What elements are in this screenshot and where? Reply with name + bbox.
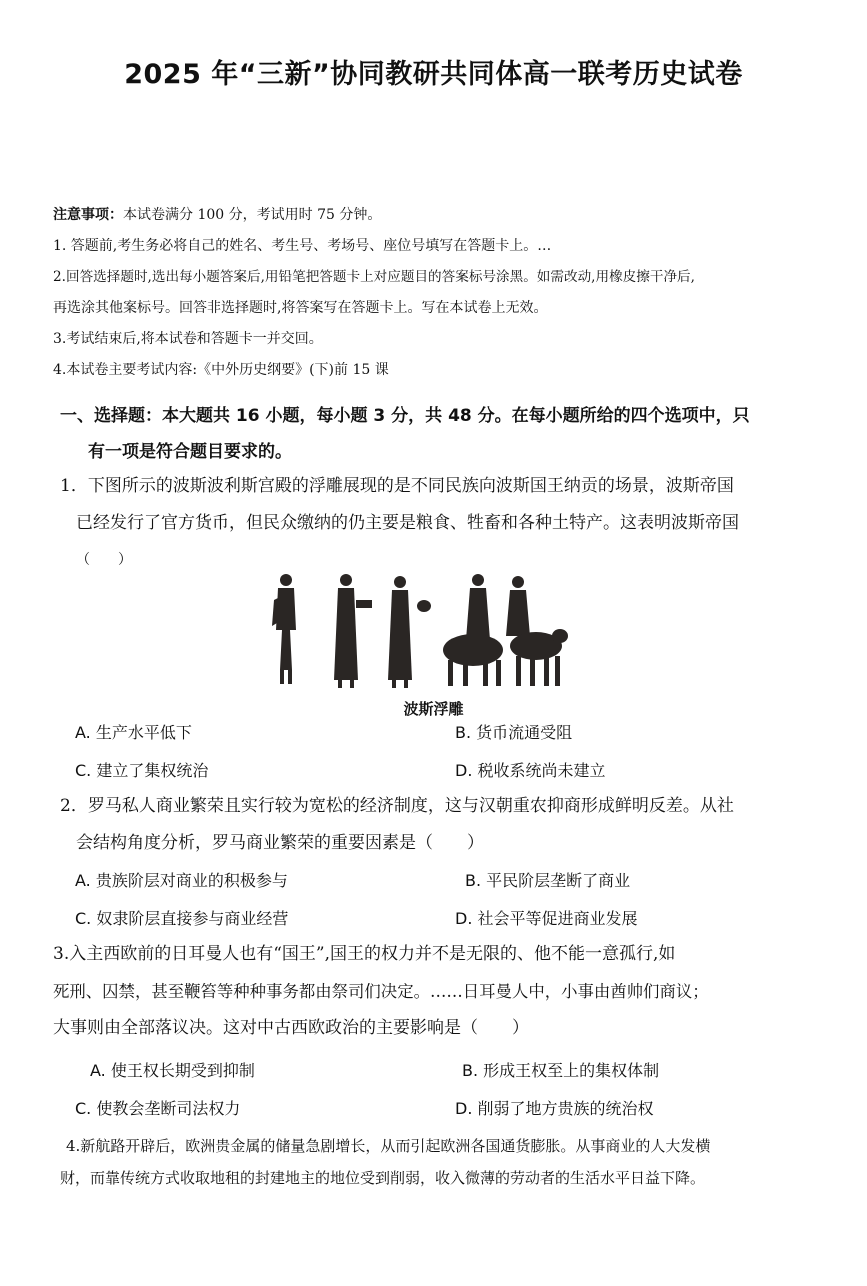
question-2-option-b[interactable]: B. 平民阶层垄断了商业 (465, 871, 631, 890)
notes-item-2-line-1: 2.回答选择题时,选出每小题答案后,用铅笔把答题卡上对应题目的答案标号涂黑。如需改动,用橡皮擦干净后, (53, 269, 695, 285)
question-3-line-2: 死刑、囚禁，甚至鞭笞等种种事务都由祭司们决定。……日耳曼人中，小事由酋帅们商议； (53, 982, 709, 1001)
question-1 (60, 468, 830, 579)
persian-relief-image (268, 570, 568, 690)
question-3-option-b[interactable]: B. 形成王权至上的集权体制 (462, 1061, 660, 1080)
notes-label: 注意事项： (53, 207, 123, 223)
question-2-option-d[interactable]: D. 社会平等促进商业发展 (455, 909, 638, 928)
question-4 (60, 1130, 830, 1194)
question-1-answer-blank: （ ） (76, 552, 132, 568)
section-heading-line-2: 有一项是符合题目要求的。 (88, 442, 292, 462)
question-3-option-d[interactable]: D. 削弱了地方贵族的统治权 (455, 1099, 654, 1118)
question-1-option-a[interactable]: A. 生产水平低下 (75, 723, 192, 742)
notes-item-1: 1. 答题前,考生务必将自己的姓名、考生号、考场号、座位号填写在答题卡上。… (53, 238, 552, 254)
question-1-option-d[interactable]: D. 税收系统尚未建立 (455, 761, 606, 780)
question-2-line-1: 2．罗马私人商业繁荣且实行较为宽松的经济制度，这与汉朝重农抑商形成鲜明反差。从社 (60, 796, 734, 816)
notes-item-4: 4.本试卷主要考试内容:《中外历史纲要》(下)前 15 课 (53, 362, 389, 378)
question-3 (53, 936, 833, 1047)
question-2-option-c[interactable]: C. 奴隶阶层直接参与商业经营 (75, 909, 289, 928)
section-heading (60, 398, 820, 470)
notes-item-3: 3.考试结束后,将本试卷和答题卡一并交回。 (53, 331, 323, 347)
question-1-line-1: 1．下图所示的波斯波利斯宫殿的浮雕展现的是不同民族向波斯国王纳贡的场景，波斯帝国 (60, 476, 734, 496)
figure-caption: 波斯浮雕 (403, 700, 464, 718)
question-3-line-3: 大事则由全部落议决。这对中古西欧政治的主要影响是（ ） (53, 1018, 529, 1038)
notes-block (53, 200, 823, 386)
question-2-option-a[interactable]: A. 贵族阶层对商业的积极参与 (75, 871, 288, 890)
question-3-option-c[interactable]: C. 使教会垄断司法权力 (75, 1099, 241, 1118)
question-2-line-2: 会结构角度分析，罗马商业繁荣的重要因素是（ ） (76, 833, 484, 853)
notes-header (53, 200, 823, 231)
question-4-line-2: 财，而靠传统方式收取地租的封建地主的地位受到削弱，收入微薄的劳动者的生活水平日益下降。 (60, 1169, 706, 1187)
section-heading-line-1: 一、选择题：本大题共 16 小题，每小题 3 分，共 48 分。在每小题所给的四个选项中，只 (60, 406, 750, 426)
question-1-option-b[interactable]: B. 货币流通受阻 (455, 723, 573, 742)
exam-title: 2025 年“三新”协同教研共同体高一联考历史试卷 (124, 59, 743, 90)
notes-header-text: 本试卷满分 100 分，考试用时 75 分钟。 (123, 207, 382, 223)
question-2 (60, 788, 830, 862)
question-1-option-c[interactable]: C. 建立了集权统治 (75, 761, 209, 780)
question-3-line-1: 3.入主西欧前的日耳曼人也有“国王”,国王的权力并不是无限的、他不能一意孤行,如 (53, 944, 676, 964)
notes-item-2-line-2: 再选涂其他案标号。回答非选择题时,将答案写在答题卡上。写在本试卷上无效。 (53, 300, 548, 316)
question-3-option-a[interactable]: A. 使王权长期受到抑制 (90, 1061, 255, 1080)
question-4-line-1: 4.新航路开辟后，欧洲贵金属的储量急剧增长，从而引起欧洲各国通货膨胀。从事商业的人大发横 (66, 1137, 711, 1155)
question-1-line-2: 已经发行了官方货币，但民众缴纳的仍主要是粮食、牲畜和各种土特产。这表明波斯帝国 (76, 513, 739, 533)
